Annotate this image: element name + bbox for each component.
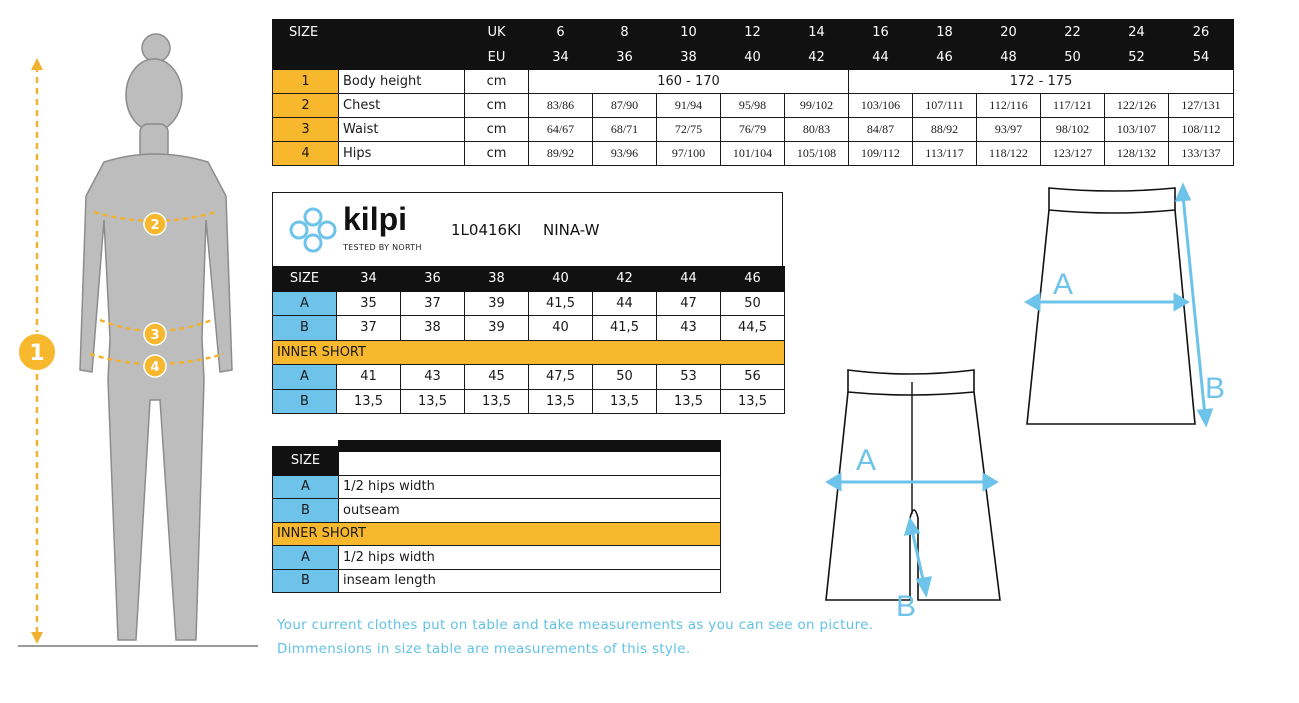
value-cell: 43 (657, 316, 721, 341)
eu-size-row (273, 45, 1234, 70)
row-unit: cm (465, 70, 529, 94)
size-cell: 38 (465, 267, 529, 292)
shorts-label-b: B (896, 590, 917, 622)
figure-number-1: 1 (29, 341, 45, 366)
legend-inner-header-row (273, 522, 721, 546)
value-cell: 89/92 (529, 142, 593, 166)
value-cell: 13,5 (465, 389, 529, 414)
value-cell: 41,5 (593, 316, 657, 341)
value-cell: 105/108 (785, 142, 849, 166)
value-cell: 41 (337, 365, 401, 390)
height-range-b: 172 - 175 (849, 70, 1234, 94)
row-name: Hips (339, 142, 465, 166)
uk-size-cell: 20 (977, 20, 1041, 45)
row-unit: cm (465, 118, 529, 142)
value-cell: 107/111 (913, 94, 977, 118)
size-header: SIZE (273, 267, 337, 292)
row-number: 4 (273, 142, 339, 166)
inner-row-b (273, 389, 785, 414)
row-name: Body height (339, 70, 465, 94)
product-size-header-row (273, 267, 785, 292)
value-cell: 93/97 (977, 118, 1041, 142)
kilpi-logo-icon (287, 205, 339, 255)
row-number: 3 (273, 118, 339, 142)
value-cell: 35 (337, 291, 401, 316)
size-cell: 46 (721, 267, 785, 292)
row-number: 2 (273, 94, 339, 118)
value-cell: 108/112 (1169, 118, 1234, 142)
row-name: Waist (339, 118, 465, 142)
value-cell: 37 (337, 316, 401, 341)
skirt-label-b: B (1205, 372, 1226, 405)
value-cell: 44 (593, 291, 657, 316)
value-cell: 45 (465, 365, 529, 390)
row-label: B (273, 389, 337, 414)
uk-label: UK (465, 20, 529, 45)
value-cell: 41,5 (529, 291, 593, 316)
value-cell: 133/137 (1169, 142, 1234, 166)
row-unit: cm (465, 94, 529, 118)
eu-size-cell: 40 (721, 45, 785, 70)
row-label: A (273, 546, 339, 570)
shorts-label-a: A (856, 444, 877, 477)
eu-size-cell: 54 (1169, 45, 1234, 70)
row-name: Chest (339, 94, 465, 118)
size-cell: 34 (337, 267, 401, 292)
row-number: 1 (273, 70, 339, 94)
skirt-diagram (1015, 180, 1235, 430)
inner-row-a (273, 365, 785, 390)
value-cell: 72/75 (657, 118, 721, 142)
uk-size-cell: 6 (529, 20, 593, 45)
eu-size-cell: 38 (657, 45, 721, 70)
size-chart-table (272, 19, 1234, 166)
row-label: A (273, 475, 339, 499)
value-cell: 95/98 (721, 94, 785, 118)
size-cell: 42 (593, 267, 657, 292)
value-cell: 99/102 (785, 94, 849, 118)
value-cell: 13,5 (529, 389, 593, 414)
row-label: A (273, 291, 337, 316)
body-measurement-figure (0, 20, 270, 660)
value-cell: 123/127 (1041, 142, 1105, 166)
value-cell: 37 (401, 291, 465, 316)
value-cell: 40 (529, 316, 593, 341)
value-cell: 64/67 (529, 118, 593, 142)
value-cell: 13,5 (401, 389, 465, 414)
height-range-a: 160 - 170 (529, 70, 849, 94)
legend-row-a (273, 475, 721, 499)
row-unit: cm (465, 142, 529, 166)
brand-tagline: TESTED BY NORTH (343, 243, 422, 252)
legend-inner-row-a (273, 546, 721, 570)
value-cell: 87/90 (593, 94, 657, 118)
value-cell: 113/117 (913, 142, 977, 166)
value-cell: 88/92 (913, 118, 977, 142)
legend-row-b (273, 499, 721, 523)
value-cell: 109/112 (849, 142, 913, 166)
eu-size-cell: 36 (593, 45, 657, 70)
value-cell: 50 (593, 365, 657, 390)
uk-size-cell: 10 (657, 20, 721, 45)
value-cell: 13,5 (657, 389, 721, 414)
value-cell: 112/116 (977, 94, 1041, 118)
row-label: B (273, 316, 337, 341)
uk-size-cell: 16 (849, 20, 913, 45)
uk-size-row (273, 20, 1234, 45)
uk-size-cell: 22 (1041, 20, 1105, 45)
value-cell: 103/106 (849, 94, 913, 118)
value-cell: 97/100 (657, 142, 721, 166)
body-height-row (273, 70, 1234, 94)
skirt-label-a: A (1053, 268, 1074, 301)
product-size-table (272, 266, 785, 414)
value-cell: 103/107 (1105, 118, 1169, 142)
legend-table (272, 440, 721, 593)
value-cell: 53 (657, 365, 721, 390)
eu-size-cell: 34 (529, 45, 593, 70)
value-cell: 76/79 (721, 118, 785, 142)
value-cell: 13,5 (337, 389, 401, 414)
row-label: A (273, 365, 337, 390)
value-cell: 44,5 (721, 316, 785, 341)
legend-text: inseam length (339, 569, 721, 593)
value-cell: 47 (657, 291, 721, 316)
shorts-diagram (818, 362, 1008, 622)
value-cell: 101/104 (721, 142, 785, 166)
legend-text: outseam (339, 499, 721, 523)
uk-size-cell: 12 (721, 20, 785, 45)
figure-number-4: 4 (150, 360, 160, 375)
size-header: SIZE (273, 446, 339, 475)
size-cell: 40 (529, 267, 593, 292)
waist-row (273, 118, 1234, 142)
eu-size-cell: 50 (1041, 45, 1105, 70)
value-cell: 127/131 (1169, 94, 1234, 118)
size-header: SIZE (273, 20, 465, 45)
uk-size-cell: 26 (1169, 20, 1234, 45)
figure-number-3: 3 (150, 328, 160, 343)
value-cell: 98/102 (1041, 118, 1105, 142)
value-cell: 56 (721, 365, 785, 390)
value-cell: 50 (721, 291, 785, 316)
product-code: 1L0416KI (451, 221, 522, 239)
value-cell: 91/94 (657, 94, 721, 118)
value-cell: 122/126 (1105, 94, 1169, 118)
eu-size-cell: 44 (849, 45, 913, 70)
product-row-b (273, 316, 785, 341)
inner-short-label: INNER SHORT (273, 522, 721, 546)
note-line-2: Dimmensions in size table are measurements of this style. (277, 641, 691, 657)
figure-number-2: 2 (150, 218, 160, 233)
uk-size-cell: 18 (913, 20, 977, 45)
value-cell: 38 (401, 316, 465, 341)
value-cell: 128/132 (1105, 142, 1169, 166)
value-cell: 80/83 (785, 118, 849, 142)
legend-text: 1/2 hips width (339, 546, 721, 570)
hips-row (273, 142, 1234, 166)
row-label: B (273, 499, 339, 523)
uk-size-cell: 8 (593, 20, 657, 45)
note-line-1: Your current clothes put on table and take measurements as you can see on picture. (277, 617, 874, 633)
value-cell: 118/122 (977, 142, 1041, 166)
uk-size-cell: 14 (785, 20, 849, 45)
product-name: NINA-W (543, 221, 600, 239)
eu-size-cell: 48 (977, 45, 1041, 70)
eu-size-cell: 46 (913, 45, 977, 70)
value-cell: 13,5 (721, 389, 785, 414)
size-cell: 44 (657, 267, 721, 292)
value-cell: 84/87 (849, 118, 913, 142)
eu-label: EU (465, 45, 529, 70)
size-cell: 36 (401, 267, 465, 292)
product-row-a (273, 291, 785, 316)
legend-inner-row-b (273, 569, 721, 593)
value-cell: 47,5 (529, 365, 593, 390)
value-cell: 83/86 (529, 94, 593, 118)
eu-size-cell: 42 (785, 45, 849, 70)
value-cell: 13,5 (593, 389, 657, 414)
value-cell: 93/96 (593, 142, 657, 166)
value-cell: 43 (401, 365, 465, 390)
row-label: B (273, 569, 339, 593)
inner-short-label: INNER SHORT (273, 340, 785, 365)
legend-text: 1/2 hips width (339, 475, 721, 499)
eu-size-cell: 52 (1105, 45, 1169, 70)
value-cell: 68/71 (593, 118, 657, 142)
uk-size-cell: 24 (1105, 20, 1169, 45)
value-cell: 117/121 (1041, 94, 1105, 118)
chest-row (273, 94, 1234, 118)
legend-header-row (273, 446, 721, 475)
value-cell: 39 (465, 316, 529, 341)
inner-short-header-row (273, 340, 785, 365)
product-header (272, 192, 783, 266)
value-cell: 39 (465, 291, 529, 316)
brand-name: kilpi (343, 201, 408, 237)
